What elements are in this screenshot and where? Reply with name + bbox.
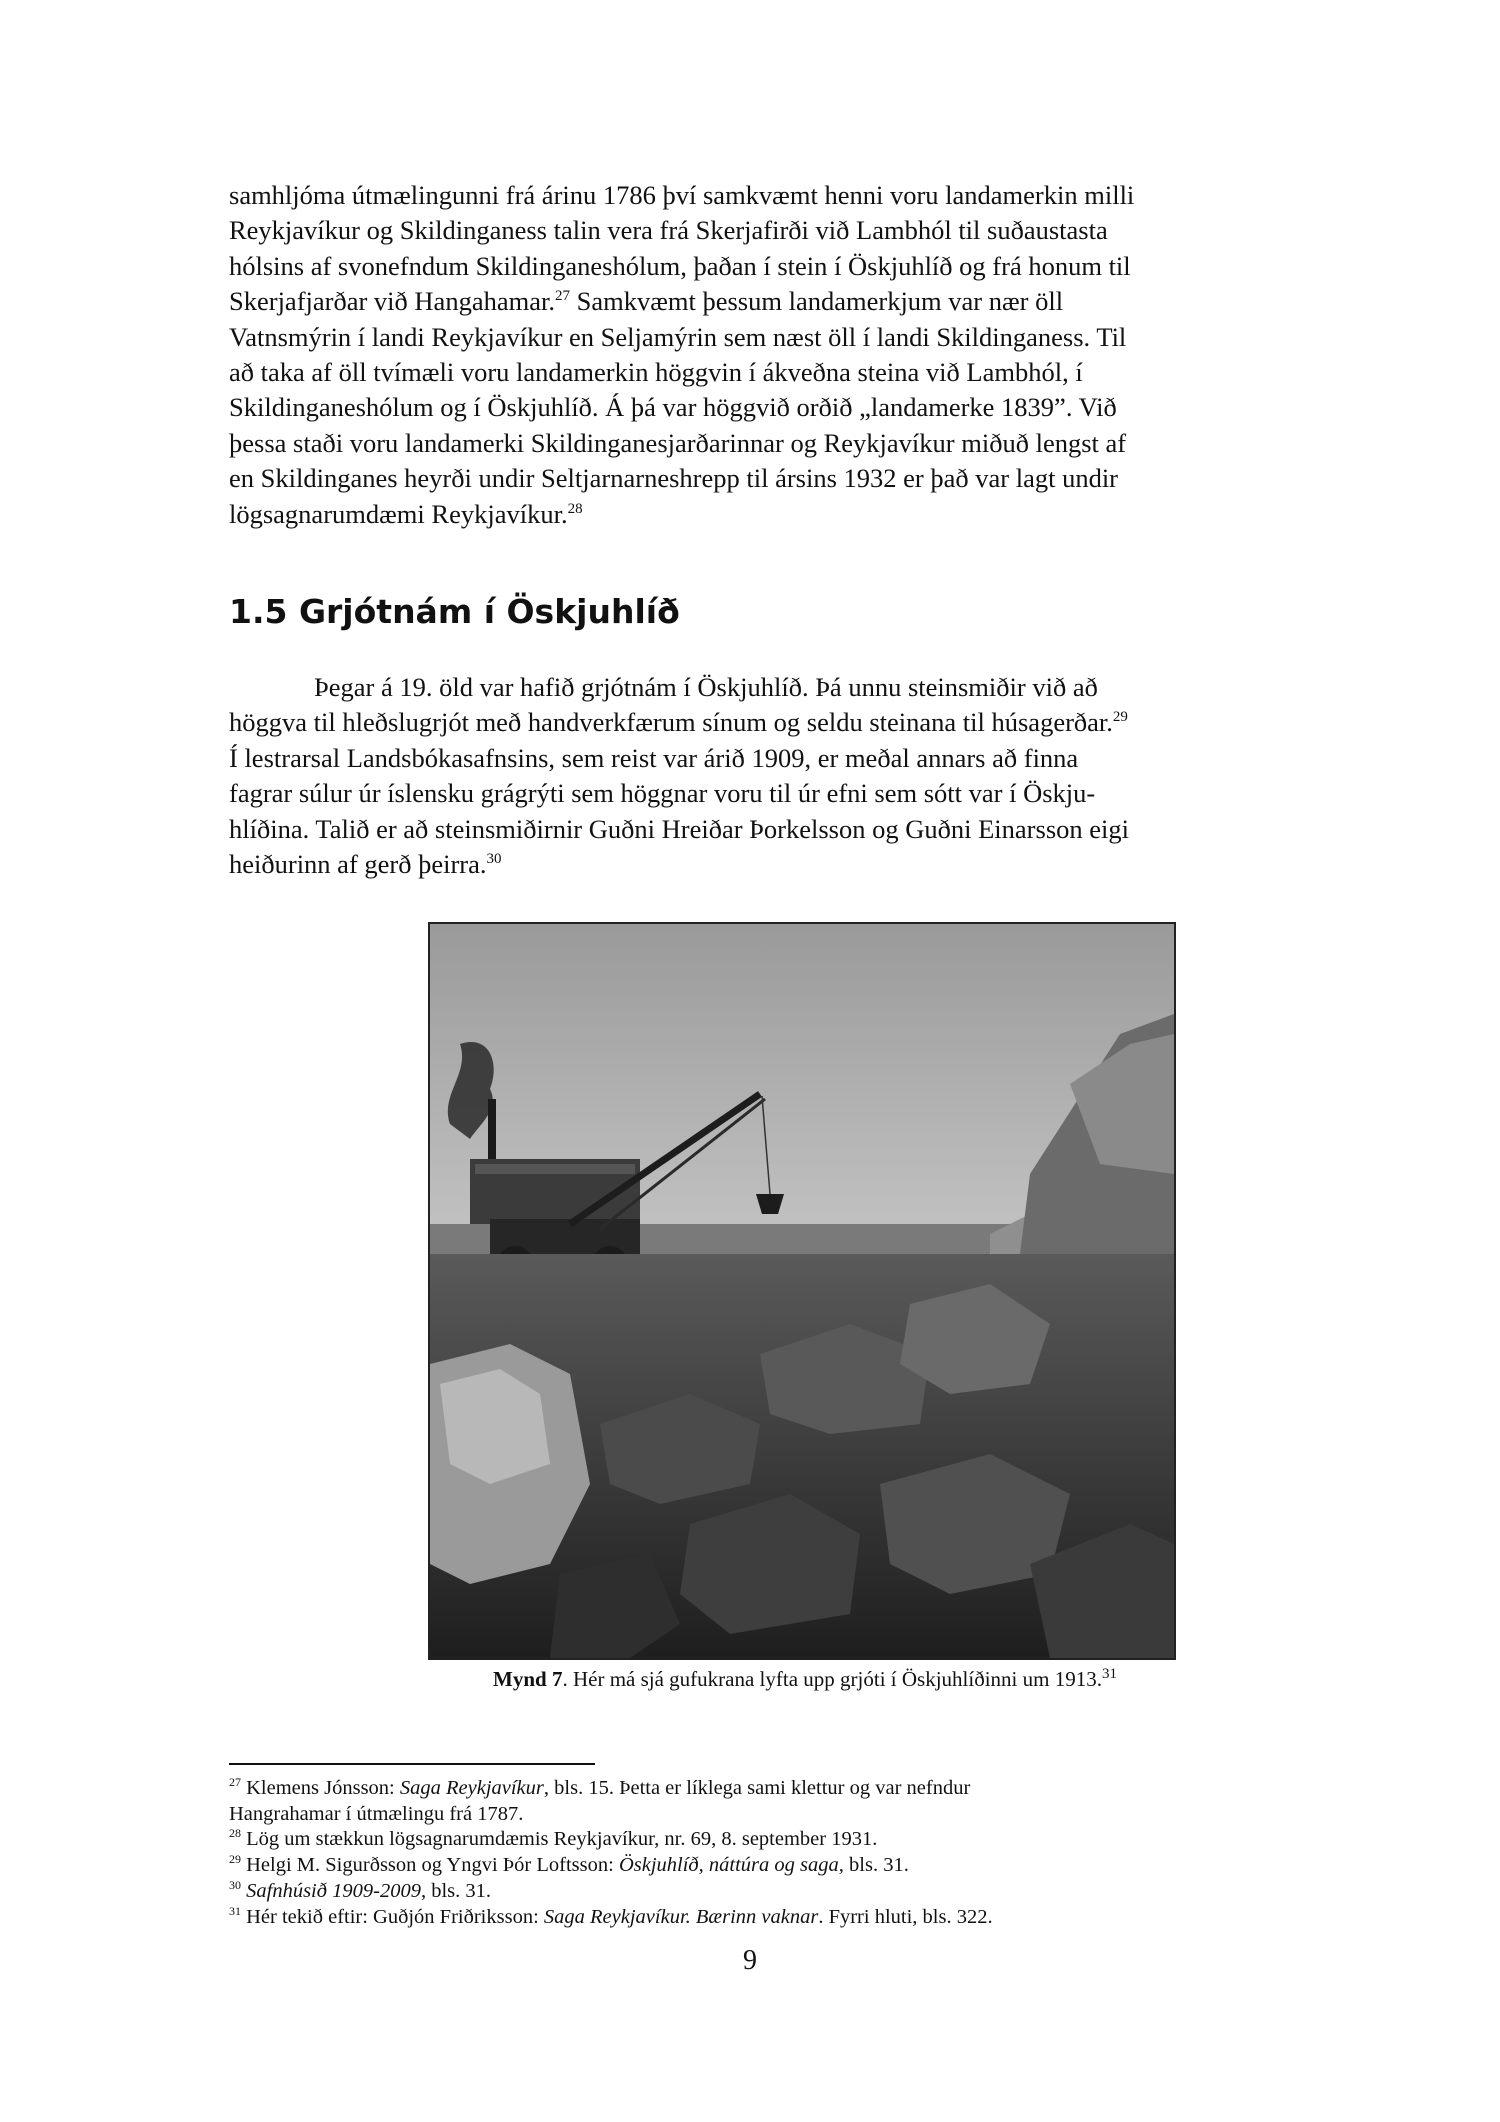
- figure-caption: Mynd 7. Hér má sjá gufukrana lyfta upp grjóti í Öskjuhlíðinni um 1913.31: [493, 1666, 1117, 1691]
- footnote-27: $^{27}$ Klemens Jónsson: Saga Reykjavíkur, bls. 15. Þetta er líklega sami klettur og var nefndur Hangrahamar í útmælingu frá 1787.: [229, 1775, 971, 1825]
- paragraph-landamerki: samhljóma útmælingunni frá árinu 1786 því samkvæmt henni voru landamerkin milli Reykjavíkur og Skildinganess talin vera frá Skerjafirði við Lambhól til suðaustasta hólsins af svonefndum Skildinganeshólum, þaðan í stein í Öskjuhlíð og frá honum til Skerjafjarðar við Hangahamar.$^{27}$ Samkvæmt þessum landamerkjum var nær öll Vatnsmýrin í landi Reykjavíkur en Seljamýrin sem næst öll í landi Skildinganess. Til að taka af öll tvímæli voru landamerkin höggvin í ákveðna steina við Lambhól, í Skildinganeshólum og í Öskjuhlíð. Á þá var höggvið orðið „landamerke 1839”. Við þessa staði voru landamerki Skildinganesjarðarinnar og Reykjavíkur miðuð lengst af en Skildinganes heyrði undir Seltjarnarneshrepp til ársins 1932 er það var lagt undir lögsagnarumdæmi Reykjavíkur.$^{28}$: [229, 180, 1135, 529]
- footnotes: [229, 1776, 1274, 1930]
- steam-crane-photo: [428, 922, 1176, 1660]
- footnote-29: $^{29}$ Helgi M. Sigurðsson og Yngvi Þór Loftsson: Öskjuhlíð, náttúra og saga, bls. 31.: [229, 1852, 909, 1877]
- footnote-separator: [229, 1763, 595, 1765]
- paragraph-grjotnam: Þegar á 19. öld var hafið grjótnám í Öskjuhlíð. Þá unnu steinsmiðir við að höggva til hleðslugrjót með handverkfærum sínum og seldu steinana til húsagerðar.$^{29}$ Í lestrarsal Landsbókasafnsins, sem reist var árið 1909, er meðal annars að finna fagrar súlur úr íslensku grágrýti sem höggnar voru til úr efni sem sótt var í Öskju- hlíðina. Talið er að steinsmiðirnir Guðni Hreiðar Þorkelsson og Guðni Einarsson eigi heiðurinn af gerð þeirra.$^{30}$: [229, 672, 1129, 880]
- photo-illustration: [430, 924, 1174, 1658]
- page-number: 9: [743, 1945, 757, 1976]
- footnote-ref-29[interactable]: 29: [1112, 709, 1128, 726]
- section-heading: 1.5 Grjótnám í Öskjuhlíð: [229, 592, 680, 631]
- footnote-28: $^{28}$ Lög um stækkun lögsagnarumdæmis Reykjavíkur, nr. 69, 8. september 1931.: [229, 1826, 878, 1851]
- footnote-30: $^{30}$ Safnhúsið 1909-2009, bls. 31.: [229, 1877, 492, 1902]
- footnote-ref-27[interactable]: 27: [554, 288, 570, 305]
- footnote-ref-31[interactable]: 31: [1101, 1666, 1117, 1682]
- footnote-ref-30[interactable]: 30: [486, 851, 502, 868]
- footnote-31: $^{31}$ Hér tekið eftir: Guðjón Friðriksson: Saga Reykjavíkur. Bærinn vaknar. Fyrri hluti, bls. 322.: [229, 1903, 993, 1928]
- footnote-ref-28[interactable]: 28: [567, 500, 583, 517]
